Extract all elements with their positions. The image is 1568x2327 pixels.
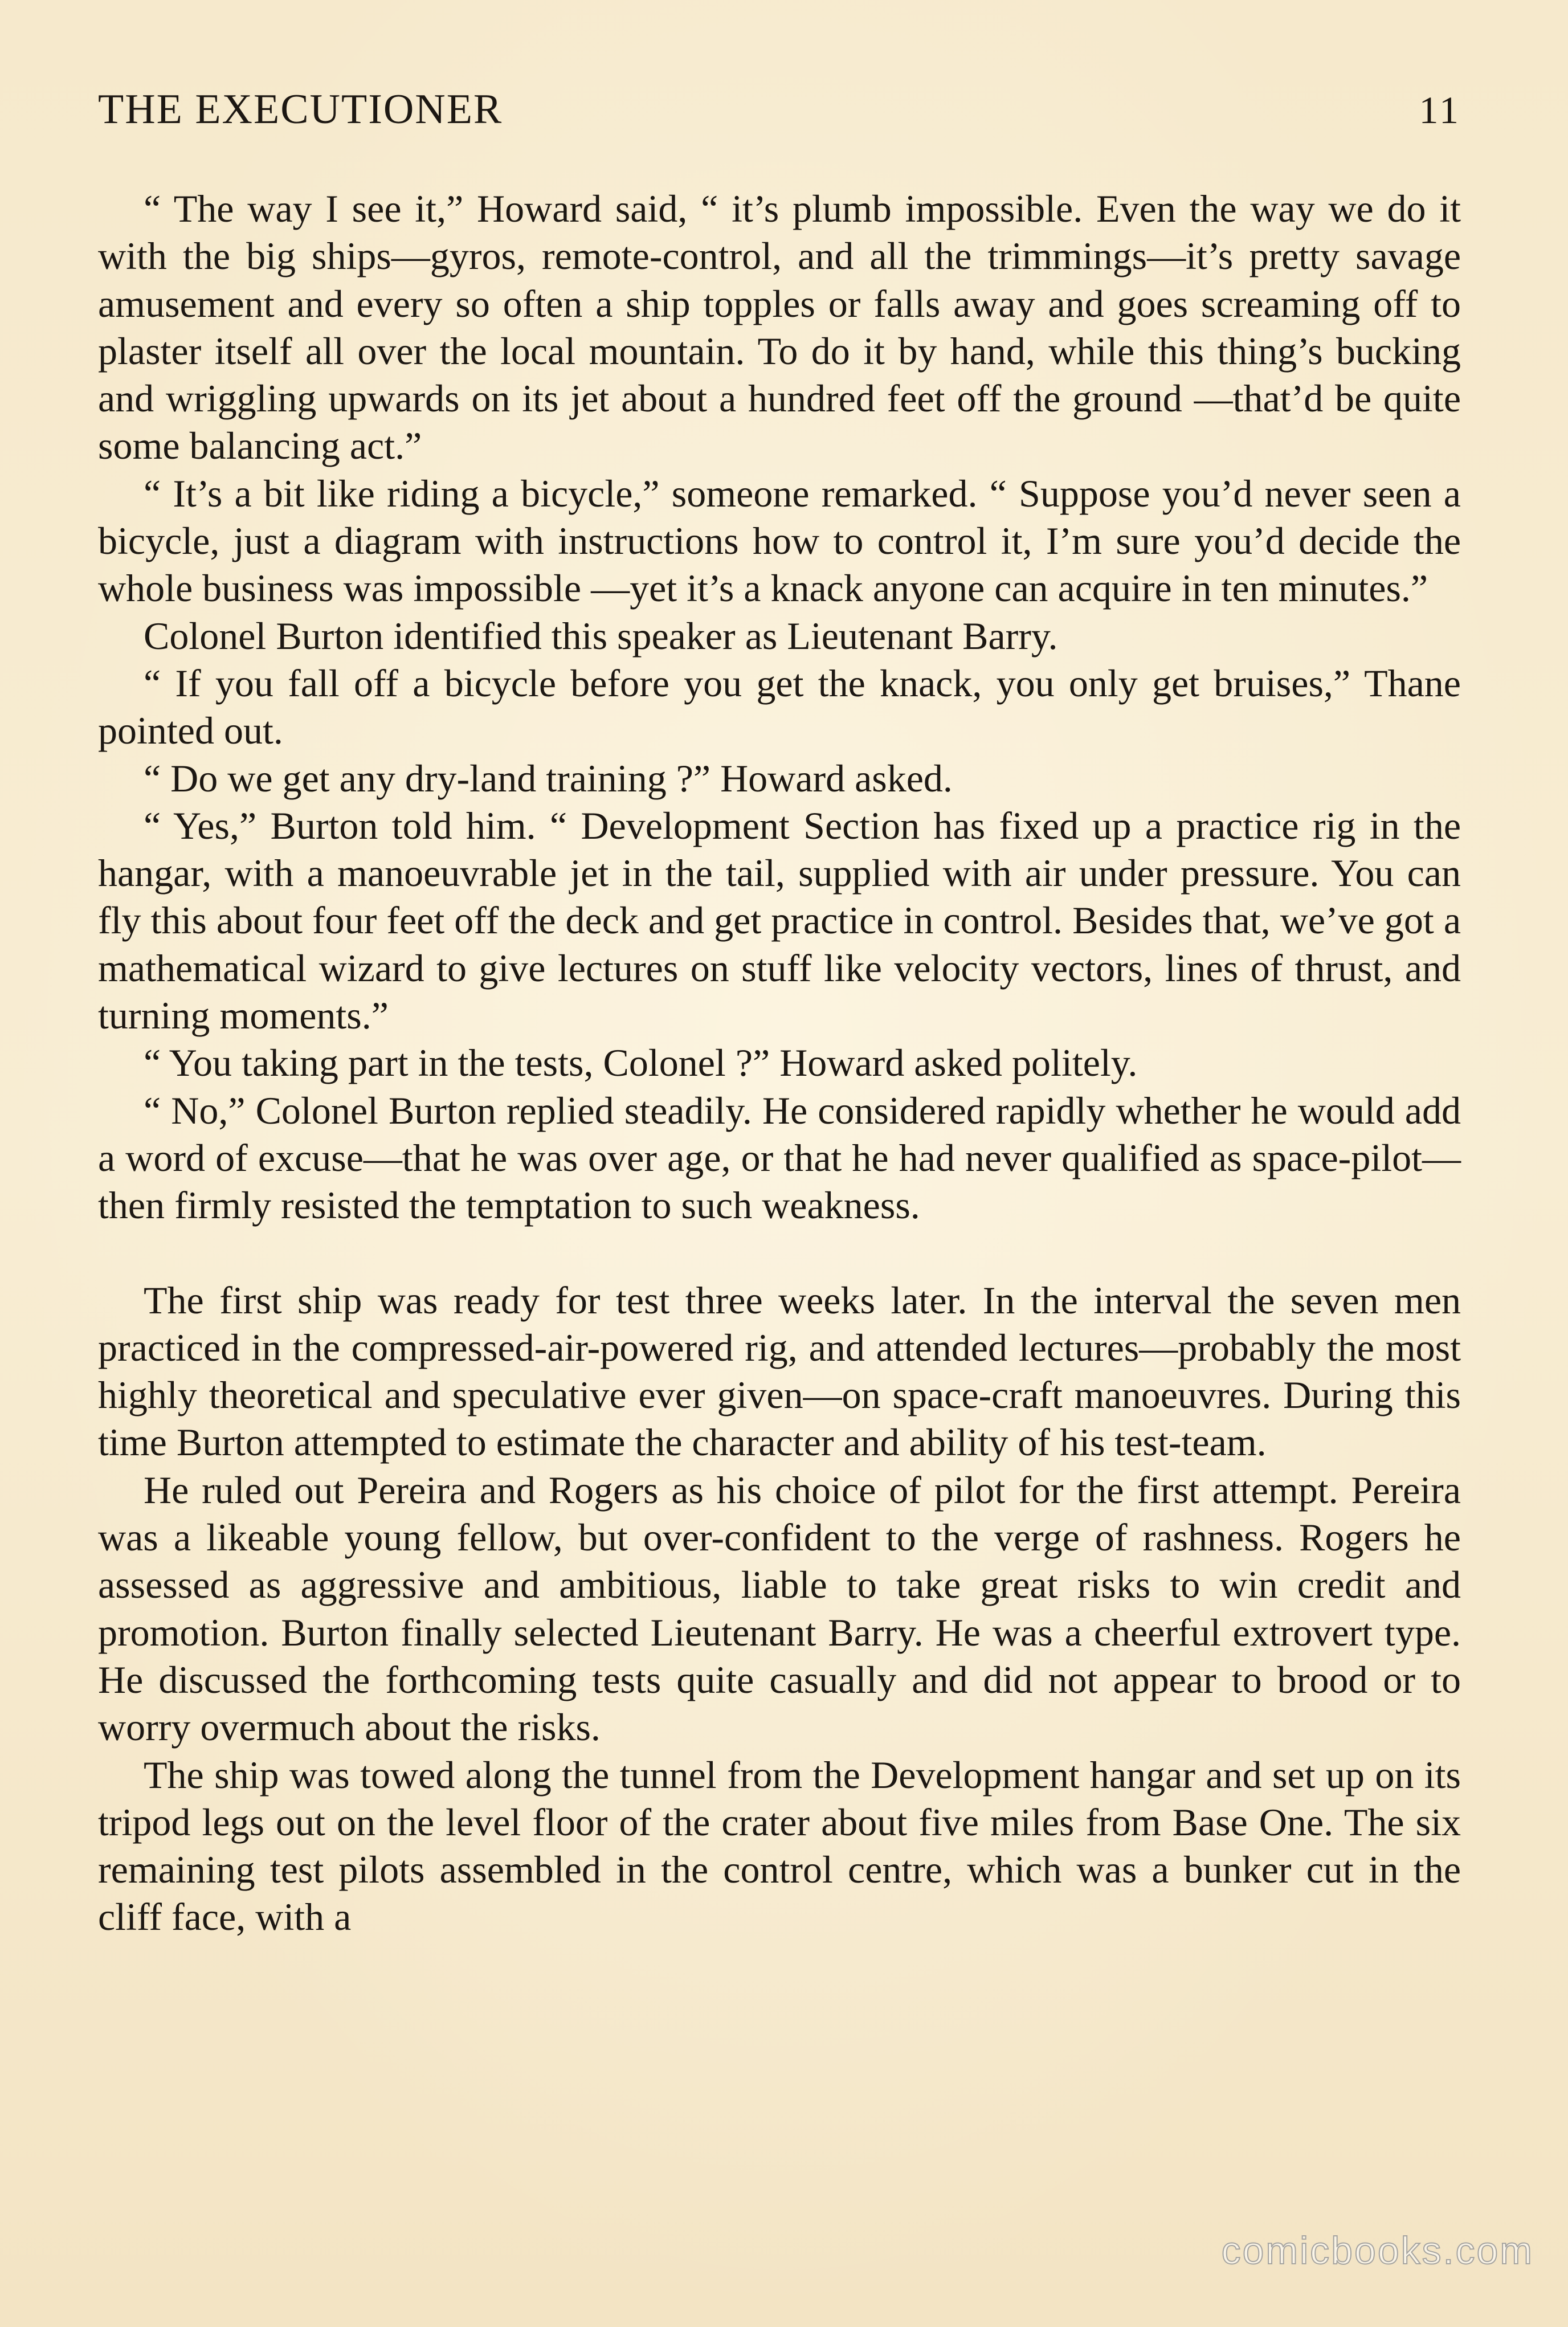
paragraph: “ Yes,” Burton told him. “ Development Section has fixed up a practice rig in the hangar, with a manoeuvrable jet in the tail, supplied with air under pressure. You can fly this about four feet off the deck and get practice in control. Besides that, we’ve got a mathematical wizard to give lectures on stuff like velocity vectors, lines of thrust, and turning moments.” [98, 803, 1461, 1038]
running-head [98, 85, 1461, 142]
site-watermark: comicbooks.com [1221, 2229, 1534, 2272]
paragraph: “ The way I see it,” Howard said, “ it’s plumb impossible. Even the way we do it with the big ships—gyros, remote-control, and all the trimmings—it’s pretty savage amusement and every so often a ship topples or falls away and goes screaming off to plaster itself all over the local mountain. To do it by hand, while this thing’s bucking and wriggling upwards on its jet about a hundred feet off the ground —that’d be quite some balancing act.” [98, 187, 1461, 468]
paragraph: “ No,” Colonel Burton replied steadily. He considered rapidly whether he would add a word of excuse—that he was over age, or that he had never qualified as space-pilot—then firmly resisted the temptation to such weakness. [98, 1088, 1461, 1227]
paragraph: “ If you fall off a bicycle before you get the knack, you only get bruises,” Thane pointed out. [98, 661, 1461, 753]
paragraph: Colonel Burton identified this speaker as Lieutenant Barry. [144, 614, 1058, 658]
body-text [98, 185, 1461, 1941]
paragraph: “ You taking part in the tests, Colonel ?” Howard asked politely. [144, 1041, 1138, 1085]
paragraph: He ruled out Pereira and Rogers as his choice of pilot for the first attempt. Pereira was a likeable young fellow, but over-confident to the verge of rashness. Rogers he assessed as aggressive and ambitious, liable to take great risks to win credit and promotion. Burton finally selected Lieutenant Barry. He was a cheerful extrovert type. He discussed the forthcoming tests quite casually and did not appear to brood or to worry overmuch about the risks. [98, 1468, 1461, 1749]
paragraph: “ It’s a bit like riding a bicycle,” someone remarked. “ Suppose you’d never seen a bicycle, just a diagram with instructions how to control it, I’m sure you’d decide the whole business was impossible —yet it’s a knack anyone can acquire in ten minutes.” [98, 471, 1461, 610]
paragraph: The first ship was ready for test three weeks later. In the interval the seven men practiced in the compressed-air-powered rig, and attended lectures—probably the most highly theoretical and speculative ever given—on space-craft manoeuvres. During this time Burton attempted to estimate the character and ability of his test-team. [98, 1278, 1461, 1464]
paragraph: The ship was towed along the tunnel from the Development hangar and set up on its tripod legs out on the level floor of the crater about five miles from Base One. The six remaining test pilots assembled in the control centre, which was a bunker cut in the cliff face, with a [98, 1753, 1461, 1939]
page-number: 11 [1419, 88, 1461, 132]
section-break [98, 1230, 1461, 1277]
running-title: THE EXECUTIONER [98, 86, 503, 133]
paragraph: “ Do we get any dry-land training ?” Howard asked. [144, 756, 953, 800]
